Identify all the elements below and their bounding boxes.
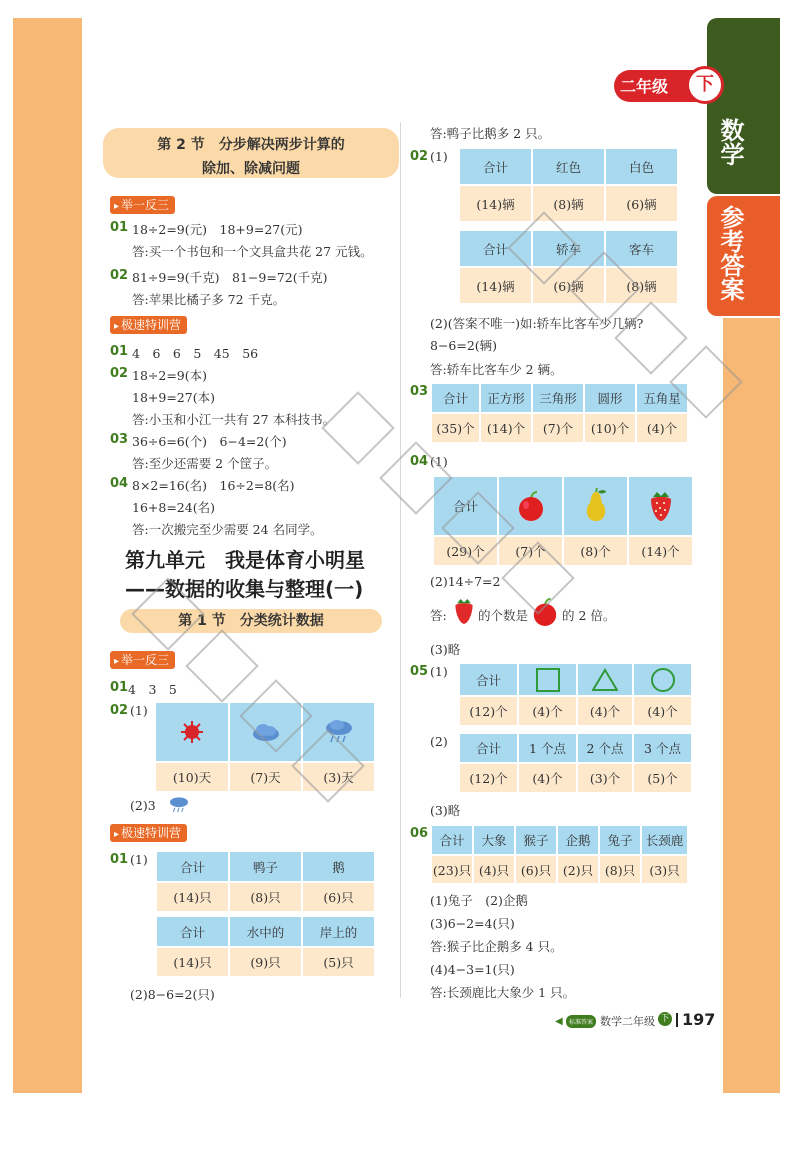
practice-tag-2: ▸ 举一反三 [110,651,175,669]
table-value-cell: (5)只 [303,948,374,976]
answer-line: 18+9=27(本) [132,390,215,405]
table-value-cell: (6)只 [516,856,556,883]
answer-line: 答:苹果比橘子多 72 千克。 [132,292,286,307]
q01-answer: 4 3 5 [128,682,177,697]
answer-line: 答:买一个书包和一个文具盒共花 27 元钱。 [132,244,373,259]
table-header-cell: 岸上的 [303,917,374,946]
table-value-cell: (8)辆 [533,186,604,221]
q01-number: 01 [110,680,129,695]
answer-line: 8−6=2(辆) [430,338,498,353]
table-header-cell: 兔子 [600,826,640,854]
watermark-shape [614,301,688,375]
table-value-cell: (14)个 [629,537,692,565]
subject-label: 数学 [716,118,744,166]
r-q04-answer-post: 的 2 倍。 [562,608,616,623]
answer-line: 答:小玉和小江一共有 27 本科技书。 [132,412,336,427]
table-value-cell: (4)个 [634,697,691,725]
table-value-cell: (2)只 [558,856,598,883]
watermark-shape [185,629,259,703]
answer-line: 答:猴子比企鹅多 4 只。 [430,939,563,954]
r-q05-part2: (2) [430,734,448,749]
section-2-banner [103,128,399,178]
q02-part1-label: (1) [130,703,148,718]
answer-line: 答:长颈鹿比大象少 1 只。 [430,985,576,1000]
t01-number: 01 [110,852,129,867]
table-header-cell: 大象 [474,826,514,854]
table-header-cell: 圆形 [585,384,635,412]
table-header-cell: 合计 [460,231,531,266]
table-value-cell: (8)只 [230,883,301,911]
section-2-title-1: 第 2 节 分步解决两步计算的 [157,137,345,153]
r-q04-answer-mid: 的个数是 [478,608,529,623]
sunny-icon [156,703,228,761]
r-q04-answer-prefix: 答: [430,608,447,623]
table-header-cell: 1 个点 [519,734,576,762]
table-header-cell: 2 个点 [578,734,632,762]
answer-line: 答:轿车比客车少 2 辆。 [430,362,563,377]
t01-part1-label: (1) [130,852,148,867]
table-value-cell: (6)辆 [533,268,604,303]
answer-line: 答:一次搬完至少需要 24 名同学。 [132,522,323,537]
answer-top: 答:鸭子比鹅多 2 只。 [430,126,551,141]
section-1-banner: 第 1 节 分类统计数据 [120,609,382,633]
table-value-cell: (6)只 [303,883,374,911]
table-header-cell: 合计 [432,384,479,412]
pear-icon [564,477,627,535]
table-value-cell: (8)辆 [606,268,677,303]
rainy-icon-small [168,796,190,818]
r-q06-number: 06 [410,826,429,841]
shape2-header-total: 合计 [460,664,517,695]
table-value-cell: (10)个 [585,414,635,442]
r-q05-part3: (3)略 [430,803,461,818]
answer-line: 4 6 6 5 45 56 [132,346,259,361]
table-value-cell: (4)个 [578,697,632,725]
grade-label: 二年级 [620,77,669,96]
table-value-cell: (5)个 [634,764,691,792]
right-margin-band [723,318,780,1093]
r-q05-number: 05 [410,664,429,679]
answer-line: 8×2=16(名) 16÷2=8(名) [132,478,295,493]
table-value-cell: (23)只 [432,856,472,883]
table-value-cell: (6)辆 [606,186,677,221]
r-q04-part3: (3)略 [430,642,461,657]
table-value-cell: (29)个 [434,537,497,565]
table-header-cell: 水中的 [230,917,301,946]
table-value-cell: (7)个 [533,414,583,442]
watermark-shape [321,391,395,465]
table-header-cell: 轿车 [533,231,604,266]
table-header-cell: 客车 [606,231,677,266]
table-header-cell: 白色 [606,149,677,184]
table-header-cell: 合计 [157,917,228,946]
table-value-cell: (8)只 [600,856,640,883]
table-header-cell: 五角星 [637,384,687,412]
table-value-cell: (4)个 [519,697,576,725]
table-value-cell: (14)辆 [460,186,531,221]
table-header-cell: 三角形 [533,384,583,412]
table-value-cell: (14)个 [481,414,531,442]
footer-badge: 标准答案 [566,1015,596,1028]
table-value-cell: (4)只 [474,856,514,883]
question-number: 03 [110,432,129,447]
answer-line: (2)(答案不唯一)如:轿车比客车少几辆? [430,316,644,331]
question-number: 02 [110,268,129,283]
table-value-cell: (14)只 [157,883,228,911]
strawberry-icon-inline [452,596,476,630]
table-value-cell: (7)天 [230,763,301,791]
column-divider [400,122,401,998]
footer-divider [676,1013,678,1027]
r-q04-part2: (2)14÷7=2 [430,574,501,589]
square-icon [519,664,576,695]
answer-line: 16+8=24(名) [132,500,215,515]
section-2-title-2: 除加、除减问题 [202,161,300,177]
table-value-cell: (14)只 [157,948,228,976]
table-value-cell: (3)天 [303,763,374,791]
practice-tag: ▸ 举一反三 [110,196,175,214]
term-badge: 下 [686,66,724,104]
table-value-cell: (3)个 [578,764,632,792]
answer-line: 81÷9=9(千克) 81−9=72(千克) [132,270,328,285]
page-number: 197 [682,1010,716,1029]
unit-subtitle: ——数据的收集与整理(一) [125,577,364,601]
fruit-header-total: 合计 [434,477,497,535]
table-value-cell: (12)个 [460,764,517,792]
table-header-cell: 3 个点 [634,734,691,762]
answers-label: 参考答案 [716,205,744,301]
q02-part2: (2)3 [130,798,156,813]
unit-title: 第九单元 我是体育小明星 [125,548,365,572]
answer-line: 18÷2=9(元) 18+9=27(元) [132,222,303,237]
r-q04-number: 04 [410,454,429,469]
answer-line: (4)4−3=1(只) [430,962,515,977]
question-number: 01 [110,344,129,359]
table-header-cell: 合计 [432,826,472,854]
r-q02-number: 02 [410,149,429,164]
table-header-cell: 猴子 [516,826,556,854]
triangle-icon [578,664,632,695]
r-q05-part1: (1) [430,664,448,679]
table-value-cell: (8)个 [564,537,627,565]
answer-line: 36÷6=6(个) 6−4=2(个) [132,434,287,449]
table-value-cell: (4)个 [519,764,576,792]
q02-number: 02 [110,703,129,718]
answer-line: (1)兔子 (2)企鹅 [430,893,528,908]
table-header-cell: 合计 [157,852,228,881]
table-header-cell: 合计 [460,149,531,184]
answer-line: (3)6−2=4(只) [430,916,515,931]
answer-line: 答:至少还需要 2 个筐子。 [132,456,278,471]
table-header-cell: 企鹅 [558,826,598,854]
table-header-cell: 正方形 [481,384,531,412]
t01-part2: (2)8−6=2(只) [130,987,215,1002]
strawberry-icon [629,477,692,535]
footer-book: 数学二年级 [600,1015,655,1028]
table-value-cell: (7)个 [499,537,562,565]
table-value-cell: (35)个 [432,414,479,442]
table-value-cell: (12)个 [460,697,517,725]
left-margin-band [13,18,82,1093]
table-header-cell: 长颈鹿 [642,826,687,854]
footer-arrow-icon: ◀ [555,1016,563,1027]
table-value-cell: (9)只 [230,948,301,976]
table-header-cell: 合计 [460,734,517,762]
footer-term: 下 [658,1012,672,1026]
r-q03-number: 03 [410,384,429,399]
question-number: 01 [110,220,129,235]
training-tag: ▸ 极速特训营 [110,316,187,334]
table-header-cell: 鸭子 [230,852,301,881]
table-header-cell: 鹅 [303,852,374,881]
training-tag-2: ▸ 极速特训营 [110,824,187,842]
answer-line: 18÷2=9(本) [132,368,208,383]
question-number: 04 [110,476,129,491]
table-header-cell: 红色 [533,149,604,184]
table-value-cell: (3)只 [642,856,687,883]
r-q02-part1: (1) [430,149,448,164]
table-value-cell: (10)天 [156,763,228,791]
question-number: 02 [110,366,129,381]
table-value-cell: (14)辆 [460,268,531,303]
r-q04-part1: (1) [430,454,448,469]
circle-icon [634,664,691,695]
table-value-cell: (4)个 [637,414,687,442]
